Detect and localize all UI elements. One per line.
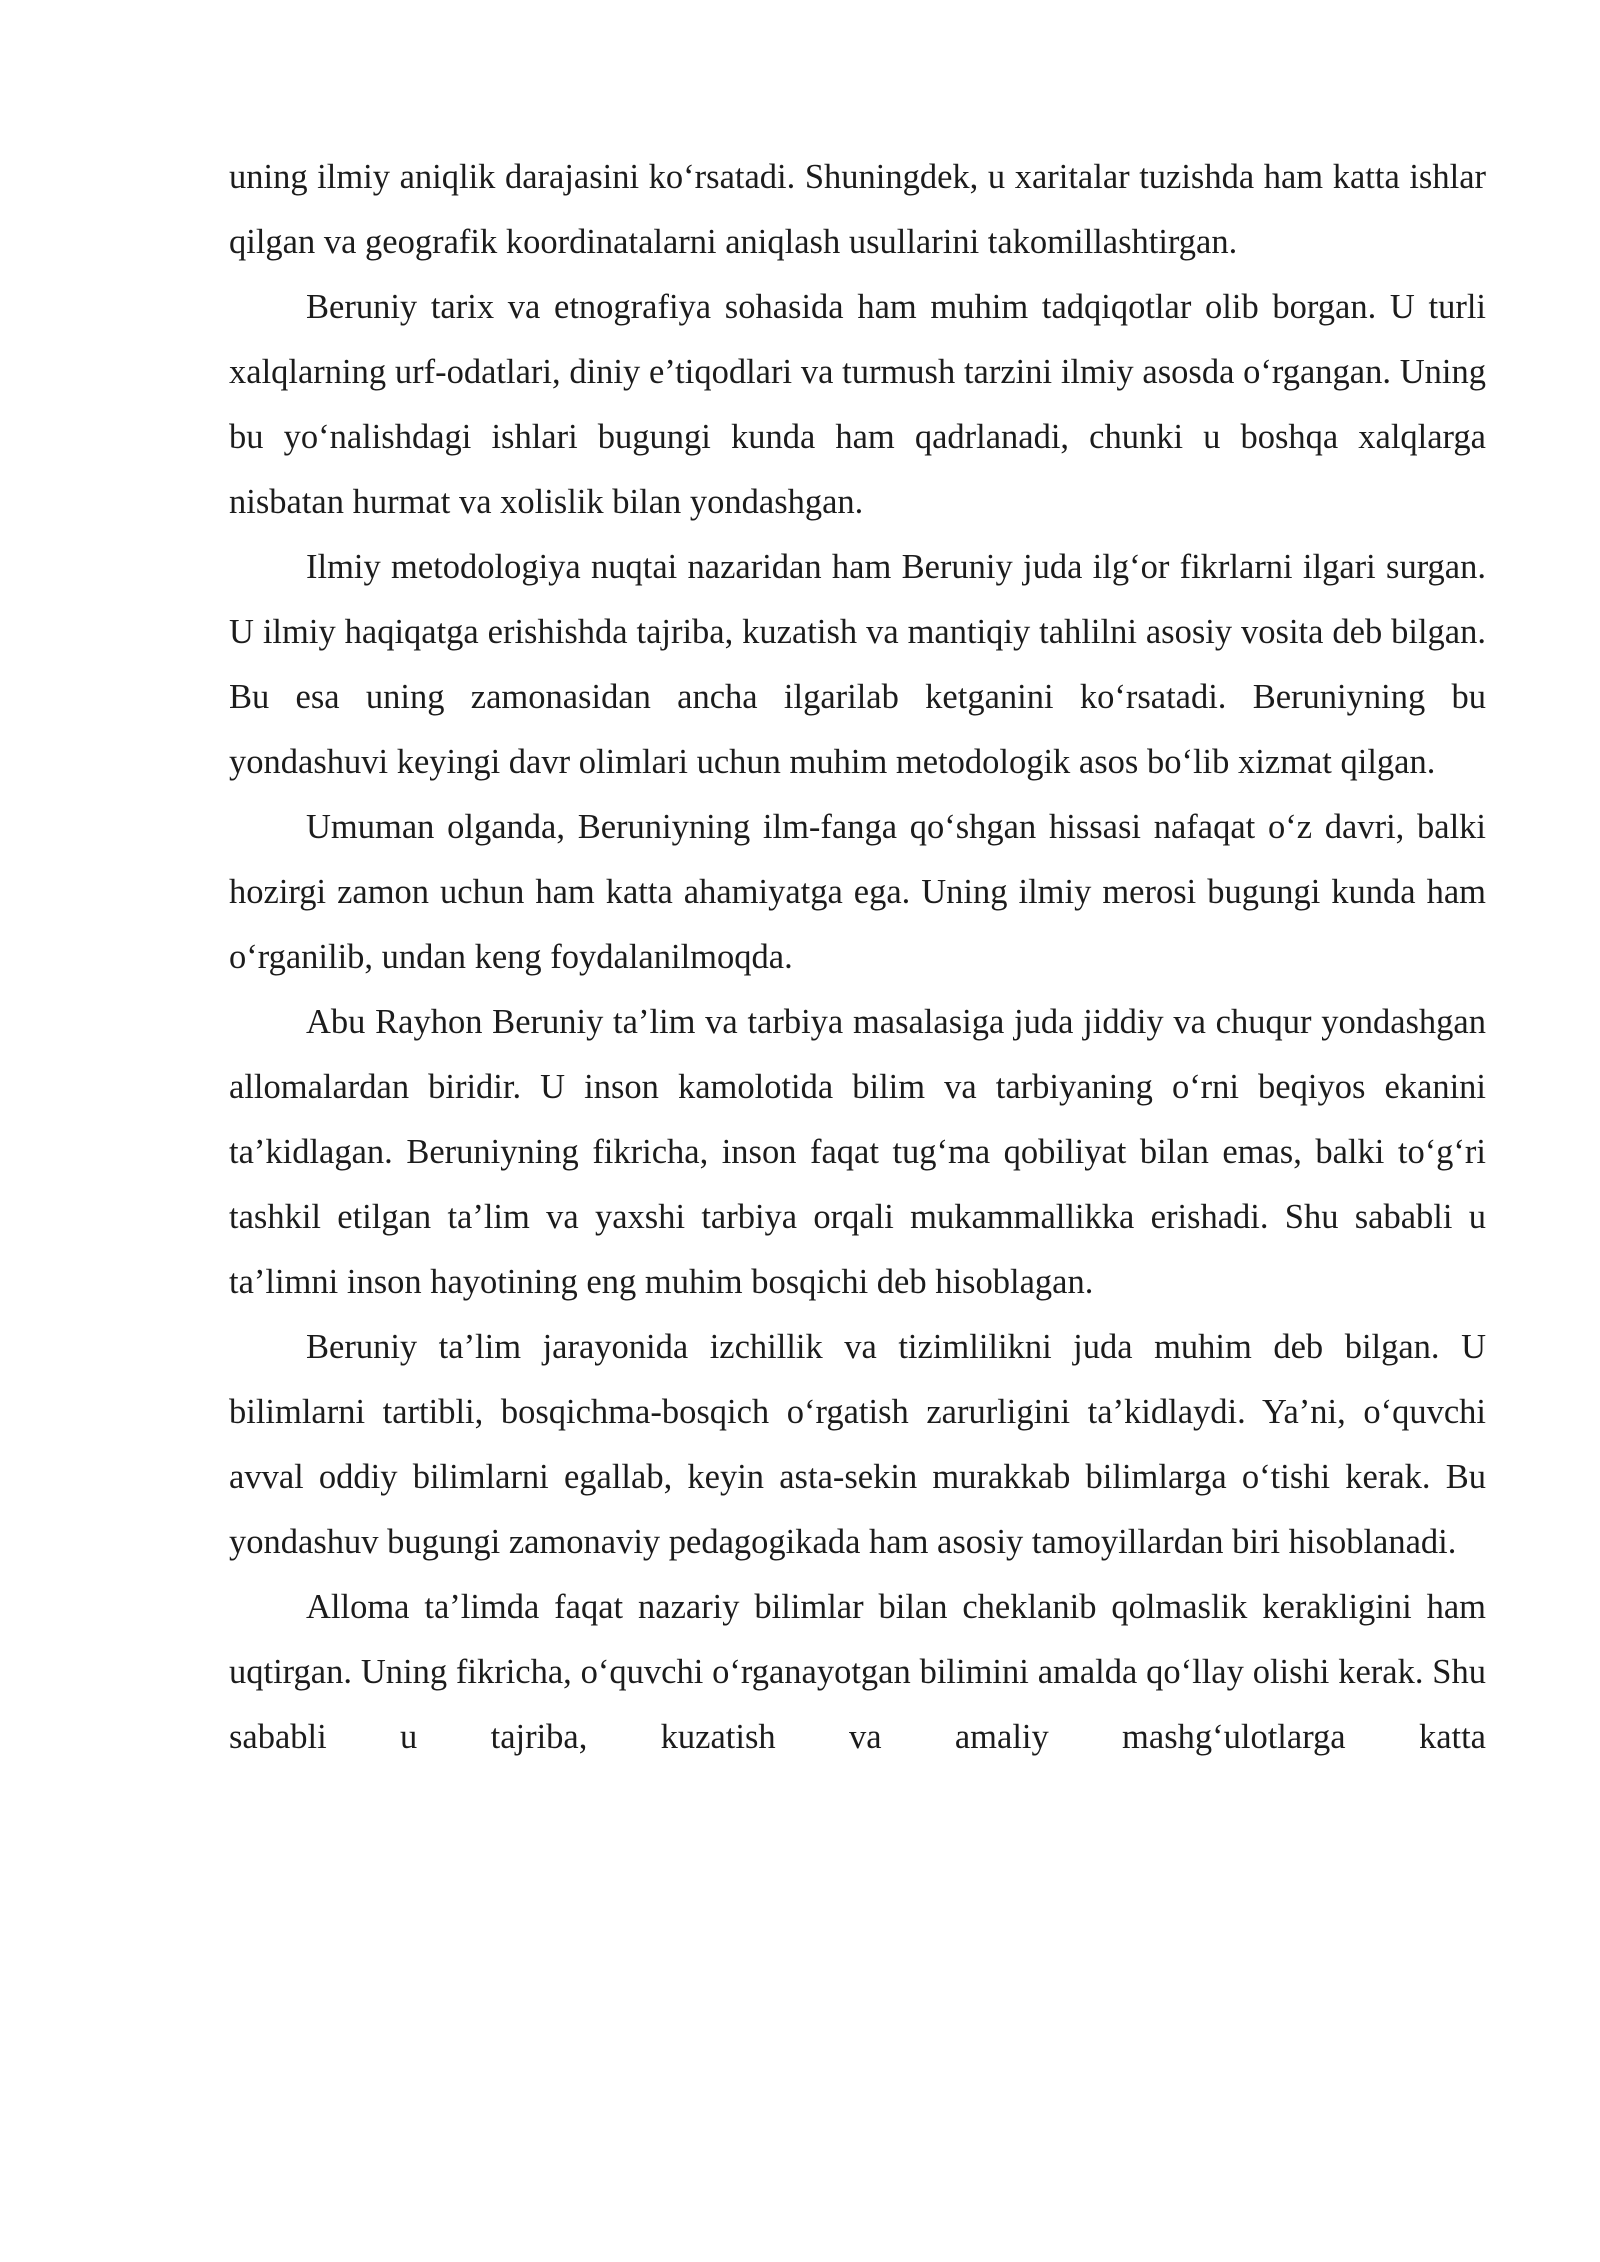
paragraph: Umuman olganda, Beruniyning ilm-fanga qo‘shgan hissasi nafaqat o‘z davri, balki hozirgi zamon uchun ham katta ahamiyatga ega. Uning ilmiy merosi bugungi kunda ham o‘rganilib, undan keng foydalanilmoqda. — [229, 808, 1486, 976]
paragraph: Alloma ta’limda faqat nazariy bilimlar bilan cheklanib qolmaslik kerakligini ham uqtirgan. Uning fikricha, o‘quvchi o‘rganayotgan bilimini amalda qo‘llay olishi kerak. Shu sababli u tajriba, kuzatish va amaliy mashg‘ulotlarga katta — [229, 1588, 1486, 1756]
paragraph: Abu Rayhon Beruniy ta’lim va tarbiya masalasiga juda jiddiy va chuqur yondashgan allomalardan biridir. U inson kamolotida bilim va tarbiyaning o‘rni beqiyos ekanini ta’kidlagan. Beruniyning fikricha, inson faqat tug‘ma qobiliyat bilan emas, balki to‘g‘ri tashkil etilgan ta’lim va yaxshi tarbiya orqali mukammallikka erishadi. Shu sababli u ta’limni inson hayotining eng muhim bosqichi deb hisoblagan. — [229, 1003, 1486, 1301]
paragraph: Beruniy tarix va etnografiya sohasida ham muhim tadqiqotlar olib borgan. U turli xalqlarning urf-odatlari, diniy e’tiqodlari va turmush tarzini ilmiy asosda o‘rgangan. Uning bu yo‘nalishdagi ishlari bugungi kunda ham qadrlanadi, chunki u boshqa xalqlarga nisbatan hurmat va xolislik bilan yondashgan. — [229, 288, 1486, 521]
paragraph: Ilmiy metodologiya nuqtai nazaridan ham Beruniy juda ilg‘or fikrlarni ilgari surgan. U ilmiy haqiqatga erishishda tajriba, kuzatish va mantiqiy tahlilni asosiy vosita deb bilgan. Bu esa uning zamonasidan ancha ilgarilab ketganini ko‘rsatadi. Beruniyning bu yondashuvi keyingi davr olimlari uchun muhim metodologik asos bo‘lib xizmat qilgan. — [229, 548, 1486, 781]
paragraph: Beruniy ta’lim jarayonida izchillik va tizimlilikni juda muhim deb bilgan. U bilimlarni tartibli, bosqichma-bosqich o‘rgatish zarurligini ta’kidlaydi. Ya’ni, o‘quvchi avval oddiy bilimlarni egallab, keyin asta-sekin murakkab bilimlarga o‘tishi kerak. Bu yondashuv bugungi zamonaviy pedagogikada ham asosiy tamoyillardan biri hisoblanadi. — [229, 1328, 1486, 1561]
document-body — [229, 145, 1486, 1770]
paragraph: uning ilmiy aniqlik darajasini ko‘rsatadi. Shuningdek, u xaritalar tuzishda ham katta ishlar qilgan va geografik koordinatalarni aniqlash usullarini takomillashtirgan. — [229, 158, 1486, 261]
